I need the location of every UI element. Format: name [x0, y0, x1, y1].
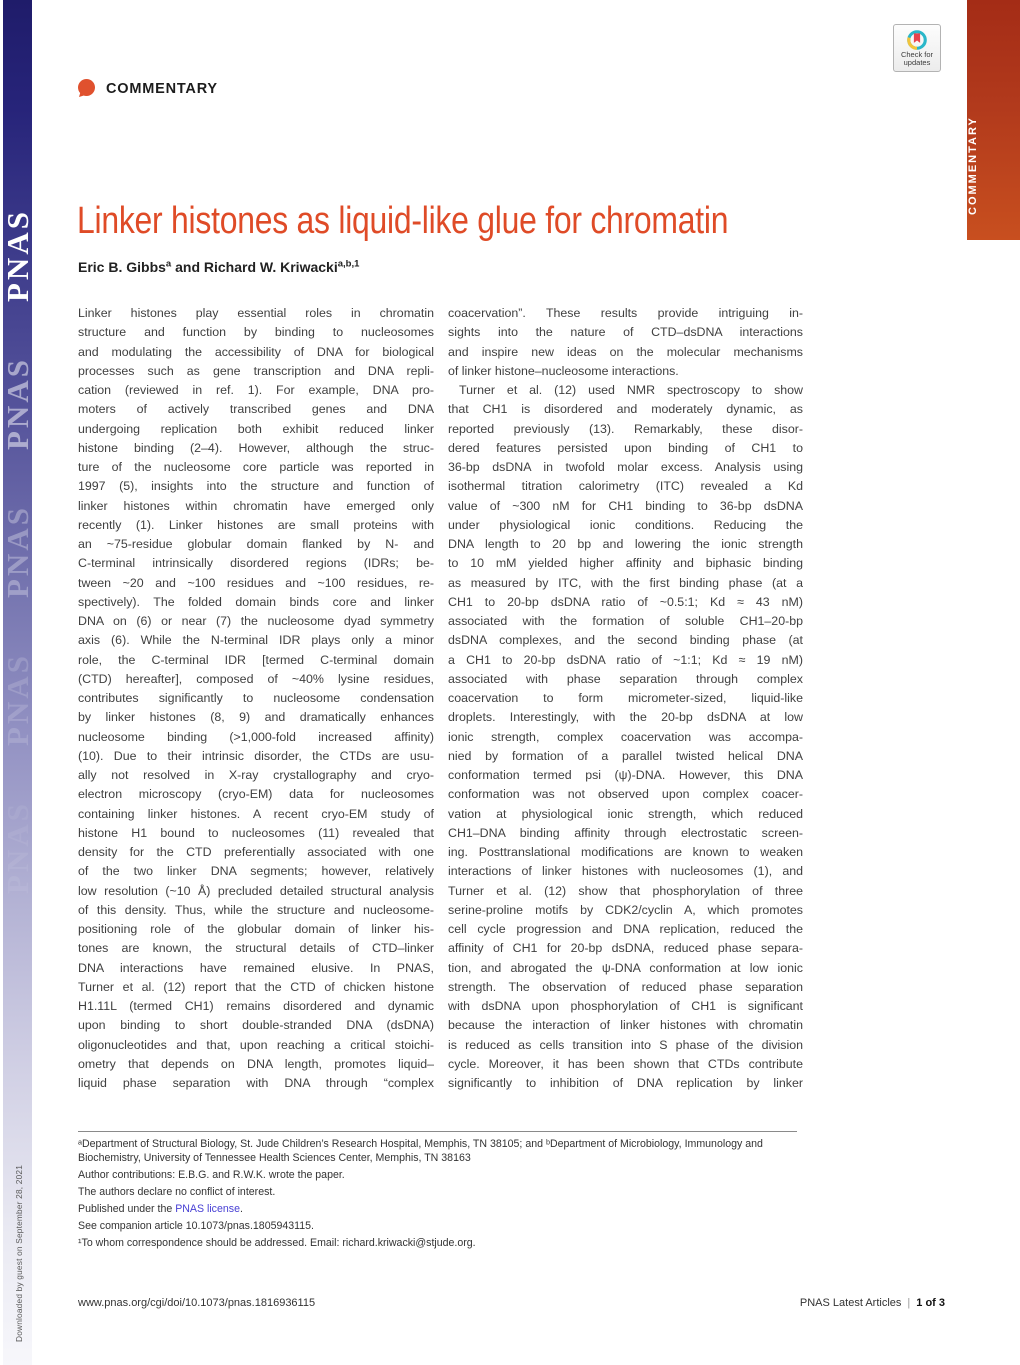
- footnote-correspondence: ¹To whom correspondence should be addressed. Email: richard.kriwacki@stjude.org.: [78, 1236, 476, 1249]
- body-line: that CH1 is disordered and moderately dynamic, as: [448, 402, 803, 417]
- body-line: ally not resolved in X-ray crystallography and cryo-: [78, 768, 434, 782]
- body-line: oligonucleotides and that, upon reaching a critical stoichi-: [78, 1037, 434, 1052]
- pnas-logo-text: PNAS: [0, 653, 35, 747]
- author-name: Richard W. Kriwacki: [203, 259, 338, 275]
- body-line: Turner et al. (12) report that the CTD of chicken histone: [78, 979, 434, 994]
- body-line: tween ~20 and ~100 residues and ~100 residues, re-: [78, 575, 434, 590]
- footnote-divider: [78, 1131, 797, 1132]
- author-affiliation-superscript: a,b,1: [337, 258, 360, 270]
- body-line: DNA interactions have remained elusive. In PNAS,: [78, 960, 434, 975]
- check-for-updates-label-line1: Check for: [900, 49, 934, 59]
- body-line: ture of the nucleosome core particle was reported in: [78, 460, 434, 474]
- footnote-license: [78, 1203, 800, 1217]
- body-line: CH1–DNA binding affinity through electrostatic screen-: [448, 825, 803, 840]
- check-for-updates-label-line2: updates: [903, 58, 931, 67]
- article-type-sidebar-label: COMMENTARY: [967, 116, 979, 216]
- body-line: moters of actively transcribed genes and DNA: [78, 402, 434, 417]
- body-line: ionic strength, complex coacervation was accompa-: [448, 729, 803, 744]
- body-line: Turner et al. (12) show that phosphorylation of three: [448, 883, 803, 898]
- body-line: is reduced as cells transition into S phase of the division: [448, 1037, 803, 1052]
- footer-separator: |: [907, 1297, 911, 1309]
- body-line: serine-proline motifs by CDK2/cyclin A, which promotes: [448, 902, 803, 917]
- download-watermark: Downloaded by guest on September 28, 2021: [14, 1164, 24, 1342]
- footer-page-number: 1 of 3: [916, 1297, 945, 1309]
- body-line: sights into the nature of CTD–dsDNA interactions: [448, 325, 803, 340]
- body-line: histone H1 bound to nucleosomes (11) revealed that: [78, 825, 434, 840]
- body-line: processes such as gene transcription and DNA repli-: [78, 363, 434, 378]
- body-line: reported previously (13). Remarkably, these disor-: [448, 421, 803, 436]
- body-line: upon binding to short double-stranded DNA (dsDNA): [78, 1018, 434, 1033]
- footnote-license-text: Published under the: [78, 1202, 176, 1215]
- body-line: and modulating the accessibility of DNA for biological: [78, 344, 434, 359]
- footnotes: [78, 1138, 800, 1254]
- crossmark-icon: [906, 29, 928, 51]
- body-line: spectively). The folded domain binds core and linker: [78, 594, 434, 609]
- body-line: and inspire new ideas on the molecular mechanisms: [448, 344, 803, 359]
- body-line: significantly to inhibition of DNA replication by linker: [448, 1076, 803, 1090]
- body-line: 1997 (5), insights into the structure and function of: [78, 479, 434, 494]
- body-line: Turner et al. (12) used NMR spectroscopy to show: [459, 383, 803, 397]
- body-line: conformation was not observed upon complex coacer-: [448, 787, 803, 802]
- body-line: cation (reviewed in ref. 1). For example, DNA pro-: [78, 383, 434, 397]
- body-line: of the two linker DNA segments; however, relatively: [78, 864, 434, 879]
- body-line: of linker histone–nucleosome interactions.: [448, 363, 679, 378]
- body-line: 36-bp dsDNA in twofold molar excess. Analysis using: [448, 460, 803, 474]
- body-line: DNA length to 20 bp and lowering the ionic strength: [448, 537, 803, 551]
- body-line: CH1 to 20-bp dsDNA ratio of ~0.5:1; Kd ≈ 43 nM): [448, 594, 803, 609]
- body-line: a CH1 to 20-bp dsDNA ratio of ~1:1; Kd ≈ 19 nM): [448, 652, 803, 667]
- body-line: (10). Due to their intrinsic disorder, the CTDs are usu-: [78, 748, 434, 763]
- footnote-contributions: Author contributions: E.B.G. and R.W.K. wrote the paper.: [78, 1168, 345, 1181]
- body-line: strength. The observation of reduced phase separation: [448, 979, 803, 994]
- footnote-conflict: The authors declare no conflict of interest.: [78, 1185, 276, 1198]
- body-line: linker histones within chromatin have emerged only: [78, 498, 434, 513]
- body-line: nucleosome binding (>1,000-fold increased affinity): [78, 729, 434, 744]
- body-line: tion, and abrogated the ψ-DNA conformation at low ionic: [448, 960, 803, 975]
- pnas-logo-text: PNAS: [0, 801, 35, 895]
- body-line: vation at physiological ionic strength, which reduced: [448, 806, 803, 821]
- body-line: DNA on (6) or near (7) the nucleosome dyad symmetry: [78, 614, 434, 628]
- body-line: density for the CTD preferentially associated with one: [78, 845, 434, 859]
- body-line: (CTD) hereafter], composed of ~40% lysine residues,: [78, 671, 434, 686]
- body-line: to 10 mM yielded higher affinity and biphasic binding: [448, 556, 803, 571]
- body-line: as measured by ITC, with the first binding phase (at a: [448, 575, 803, 590]
- footer-doi-link[interactable]: www.pnas.org/cgi/doi/10.1073/pnas.1816936115: [78, 1297, 316, 1309]
- commentary-speech-icon: [76, 78, 97, 99]
- body-line: an ~75-residue globular domain flanked by N- and: [78, 537, 434, 551]
- body-line: because the interaction of linker histones with chromatin: [448, 1018, 803, 1033]
- body-line: interactions of linker histones with nucleosomes (1), and: [448, 864, 803, 879]
- body-line: coacervation”. These results provide intriguing in-: [448, 306, 803, 320]
- footnote-license-period: .: [239, 1202, 243, 1215]
- body-line: C-terminal intrinsically disordered regions (IDRs; be-: [78, 556, 434, 571]
- body-line: H1.11L (termed CH1) remains disordered and dynamic: [78, 999, 434, 1013]
- body-line: positioning role of the globular domain of linker his-: [78, 922, 434, 936]
- footnote-affiliation: ᵃDepartment of Structural Biology, St. Jude Children’s Research Hospital, Memphis, TN 38105; and ᵇDepartment of Microbiology, Immunology and Biochemistry, University of Tennessee Health Sciences Center, Memphis, TN 38163: [78, 1138, 763, 1164]
- body-line: ometry that depends on DNA length, promotes liquid–: [78, 1056, 434, 1071]
- body-line: droplets. Interestingly, with the 20-bp dsDNA at low: [448, 710, 803, 725]
- body-line: dered features persisted upon binding of CH1 to: [448, 440, 803, 455]
- kicker-label: COMMENTARY: [106, 80, 218, 97]
- article-title: Linker histones as liquid-like glue for chromatin: [77, 200, 729, 242]
- article-type-sidebar: [967, 0, 1020, 240]
- footnote-companion-article: See companion article 10.1073/pnas.1805943115.: [78, 1219, 314, 1232]
- pnas-license-link[interactable]: PNAS license: [175, 1202, 240, 1215]
- body-line: electron microscopy (cryo-EM) data for nucleosomes: [78, 787, 434, 802]
- body-column-left: [78, 306, 434, 1095]
- body-line: axis (6). While the N-terminal IDR plays only a minor: [78, 633, 434, 648]
- body-line: associated with the formation of soluble CH1–20-bp: [448, 614, 803, 628]
- body-line: tones are known, the structural details of CTD–linker: [78, 941, 434, 956]
- author-joiner: and: [171, 259, 204, 275]
- body-line: cell cycle progression and DNA replication, reduced the: [448, 922, 803, 936]
- body-line: undergoing replication both exhibit reduced linker: [78, 421, 434, 436]
- author-name: Eric B. Gibbs: [78, 259, 166, 275]
- body-line: coacervation to form micrometer-sized, liquid-like: [448, 691, 803, 705]
- body-line: Linker histones play essential roles in chromatin: [78, 306, 434, 320]
- body-line: nied by formation of a parallel twisted helical DNA: [448, 748, 803, 763]
- pnas-logo-strip: [0, 0, 35, 1365]
- body-column-right: [448, 306, 803, 1095]
- body-line: containing linker histones. A recent cryo-EM study of: [78, 806, 434, 821]
- body-line: associated with phase separation through complex: [448, 671, 803, 686]
- body-line: role, the C-terminal IDR [termed C-terminal domain: [78, 652, 434, 667]
- body-line: isothermal titration calorimetry (ITC) revealed a Kd: [448, 479, 803, 494]
- author-line: [78, 259, 359, 275]
- check-for-updates-button[interactable]: [893, 24, 941, 72]
- body-line: of this density. Thus, while the structure and nucleosome-: [78, 902, 434, 917]
- pnas-logo-text: PNAS: [0, 209, 35, 303]
- body-line: ing. Posttranslational modifications are known to weaken: [448, 845, 803, 859]
- body-line: dsDNA complexes, and the second binding phase (at: [448, 633, 803, 648]
- body-line: histone binding (2–4). However, although the struc-: [78, 440, 434, 455]
- body-line: affinity of CH1 for 20-bp dsDNA, reduced phase separa-: [448, 941, 803, 956]
- body-line: low resolution (~10 Å) precluded detailed structural analysis: [78, 883, 434, 898]
- pnas-logo-text: PNAS: [0, 357, 35, 451]
- footer-journal-label: PNAS Latest Articles: [799, 1297, 902, 1309]
- body-line: with dsDNA upon phosphorylation of CH1 is significant: [448, 999, 803, 1013]
- body-line: structure and function by binding to nucleosomes: [78, 325, 434, 340]
- body-line: under physiological ionic conditions. Reducing the: [448, 517, 803, 532]
- body-line: by linker histones (8, 9) and dramatically enhances: [78, 710, 434, 725]
- body-line: value of ~300 nM for CH1 binding to 36-bp dsDNA: [448, 498, 803, 513]
- body-line: cycle. Moreover, it has been shown that CTDs contribute: [448, 1056, 803, 1071]
- author-affiliation-superscript: a: [165, 258, 172, 270]
- body-line: conformation termed psi (ψ)-DNA. However, this DNA: [448, 768, 803, 782]
- kicker: [76, 78, 218, 99]
- footer-right: [800, 1297, 945, 1309]
- body-line: recently (1). Linker histones are small proteins with: [78, 517, 434, 532]
- pnas-logo-text: PNAS: [0, 505, 35, 599]
- body-line: liquid phase separation with DNA through “complex: [78, 1076, 434, 1090]
- body-line: contributes significantly to nucleosome condensation: [78, 691, 434, 705]
